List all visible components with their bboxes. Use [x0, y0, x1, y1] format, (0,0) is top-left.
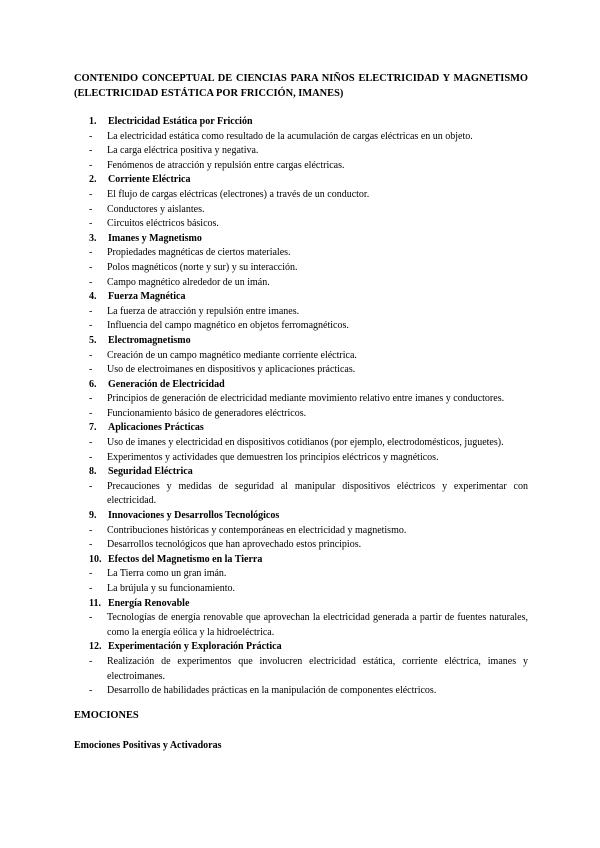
dash-bullet-icon: -	[89, 407, 93, 419]
section-heading-text: Efectos del Magnetismo en la Tierra	[108, 553, 263, 565]
list-item-text: Creación de un campo magnético mediante corriente eléctrica.	[107, 349, 357, 361]
dash-bullet-icon: -	[89, 320, 93, 332]
emotions-subheading: Emociones Positivas y Activadoras	[74, 739, 222, 751]
list-item	[74, 305, 528, 320]
list-item	[74, 451, 528, 466]
dash-bullet-icon: -	[89, 218, 93, 230]
section	[74, 553, 528, 597]
list-item-text: Uso de electroimanes en dispositivos y aplicaciones prácticas.	[107, 364, 356, 376]
section-heading	[89, 378, 528, 393]
list-item	[74, 217, 528, 232]
dash-bullet-icon: -	[89, 188, 93, 200]
list-item	[74, 538, 528, 553]
list-item-text: Fenómenos de atracción y repulsión entre cargas eléctricas.	[107, 159, 345, 171]
section-heading-text: Aplicaciones Prácticas	[108, 422, 204, 434]
section-number: 4.	[89, 291, 97, 303]
section-heading	[89, 421, 528, 436]
section-heading-text: Corriente Eléctrica	[108, 174, 191, 186]
dash-bullet-icon: -	[89, 261, 93, 273]
list-item-text: Desarrollo de habilidades prácticas en la manipulación de componentes eléctricos.	[107, 685, 437, 697]
section	[74, 290, 528, 334]
section-number: 8.	[89, 466, 97, 478]
dash-bullet-icon: -	[89, 437, 93, 449]
list-item-text: La electricidad estática como resultado de la acumulación de cargas eléctricas en un objeto.	[107, 130, 473, 142]
list-item	[74, 392, 528, 407]
list-item-text: Propiedades magnéticas de ciertos materiales.	[107, 247, 291, 259]
list-item-text: La fuerza de atracción y repulsión entre imanes.	[107, 305, 300, 317]
section	[74, 378, 528, 422]
section-heading-text: Imanes y Magnetismo	[108, 232, 202, 244]
list-item	[74, 203, 528, 218]
list-item-text: Polos magnéticos (norte y sur) y su interacción.	[107, 261, 298, 273]
section	[74, 173, 528, 231]
document-page	[74, 72, 528, 753]
section-heading	[89, 115, 528, 130]
section-heading-text: Experimentación y Exploración Práctica	[108, 641, 282, 653]
list-item	[74, 130, 528, 145]
section	[74, 115, 528, 173]
list-item	[74, 319, 528, 334]
section	[74, 232, 528, 290]
section-number: 2.	[89, 174, 97, 186]
list-item	[74, 684, 528, 699]
section-heading	[89, 334, 528, 349]
list-item	[74, 582, 528, 597]
section	[74, 640, 528, 698]
section-heading	[89, 640, 528, 655]
dash-bullet-icon: -	[89, 349, 93, 361]
section-number: 11.	[89, 597, 101, 609]
document-title: CONTENIDO CONCEPTUAL DE CIENCIAS PARA NIÑOS ELECTRICIDAD Y MAGNETISMO (ELECTRICIDAD ESTÁTICA POR FRICCIÓN, IMANES)	[74, 73, 528, 99]
section	[74, 597, 528, 641]
dash-bullet-icon: -	[89, 685, 93, 697]
section-heading	[89, 465, 528, 480]
list-item-text: Circuitos eléctricos básicos.	[107, 218, 219, 230]
list-item-text: La carga eléctrica positiva y negativa.	[107, 145, 259, 157]
dash-bullet-icon: -	[89, 451, 93, 463]
list-item-text: Influencia del campo magnético en objetos ferromagnéticos.	[107, 320, 349, 332]
sections-list	[74, 115, 528, 699]
emotions-heading: EMOCIONES	[74, 709, 139, 721]
list-item	[74, 480, 528, 509]
list-item	[74, 611, 528, 640]
dash-bullet-icon: -	[89, 130, 93, 142]
section-number: 9.	[89, 510, 97, 522]
list-item	[74, 349, 528, 364]
list-item-text: Desarrollos tecnológicos que han aprovechado estos principios.	[107, 539, 362, 551]
list-item-text: Contribuciones históricas y contemporáneas en electricidad y magnetismo.	[107, 524, 407, 536]
section-heading-text: Generación de Electricidad	[108, 378, 225, 390]
section-number: 12.	[89, 641, 102, 653]
dash-bullet-icon: -	[89, 145, 93, 157]
section-number: 10.	[89, 553, 102, 565]
dash-bullet-icon: -	[89, 524, 93, 536]
section-heading	[89, 509, 528, 524]
dash-bullet-icon: -	[89, 655, 93, 667]
section	[74, 465, 528, 509]
dash-bullet-icon: -	[89, 393, 93, 405]
list-item	[74, 436, 528, 451]
section	[74, 334, 528, 378]
list-item	[74, 261, 528, 276]
section-heading-text: Energía Renovable	[108, 597, 190, 609]
dash-bullet-icon: -	[89, 159, 93, 171]
list-item	[74, 159, 528, 174]
list-item-text: Realización de experimentos que involucren electricidad estática, corriente eléctrica, imanes y electroimanes.	[107, 655, 528, 682]
list-item	[74, 524, 528, 539]
list-item-text: Campo magnético alrededor de un imán.	[107, 276, 270, 288]
dash-bullet-icon: -	[89, 480, 93, 492]
list-item	[74, 363, 528, 378]
dash-bullet-icon: -	[89, 247, 93, 259]
section-number: 5.	[89, 334, 97, 346]
list-item-text: Funcionamiento básico de generadores eléctricos.	[107, 407, 307, 419]
list-item	[74, 276, 528, 291]
list-item-text: Experimentos y actividades que demuestren los principios eléctricos y magnéticos.	[107, 451, 439, 463]
section-heading-text: Fuerza Magnética	[108, 291, 186, 303]
section-heading	[89, 232, 528, 247]
dash-bullet-icon: -	[89, 539, 93, 551]
list-item	[74, 567, 528, 582]
dash-bullet-icon: -	[89, 305, 93, 317]
section-heading	[89, 290, 528, 305]
section	[74, 421, 528, 465]
section-heading-text: Electromagnetismo	[108, 334, 191, 346]
list-item	[74, 655, 528, 684]
section-number: 1.	[89, 116, 97, 127]
list-item-text: Conductores y aislantes.	[107, 203, 205, 215]
section-number: 3.	[89, 232, 97, 244]
list-item-text: La brújula y su funcionamiento.	[107, 583, 236, 594]
dash-bullet-icon: -	[89, 276, 93, 288]
list-item-text: La Tierra como un gran imán.	[107, 568, 227, 580]
section-heading	[89, 173, 528, 188]
section-heading	[89, 553, 528, 568]
list-item	[74, 188, 528, 203]
dash-bullet-icon: -	[89, 583, 93, 594]
section	[74, 509, 528, 553]
list-item	[74, 144, 528, 159]
list-item-text: Precauciones y medidas de seguridad al manipular dispositivos eléctricos y experimentar con electricidad.	[107, 480, 528, 507]
section-heading-text: Seguridad Eléctrica	[108, 466, 193, 478]
dash-bullet-icon: -	[89, 364, 93, 376]
list-item-text: Tecnologías de energía renovable que aprovechan la electricidad generada a partir de fuentes naturales, como la energía eólica y la hidroeléctrica.	[107, 612, 528, 638]
list-item	[74, 407, 528, 422]
section-heading-text: Electricidad Estática por Fricción	[108, 116, 253, 127]
section-heading-text: Innovaciones y Desarrollos Tecnológicos	[108, 510, 280, 522]
dash-bullet-icon: -	[89, 612, 93, 624]
list-item-text: Uso de imanes y electricidad en dispositivos cotidianos (por ejemplo, electrodomésticos, juguetes).	[107, 437, 504, 449]
list-item-text: Principios de generación de electricidad mediante movimiento relativo entre imanes y conductores.	[107, 393, 505, 405]
list-item	[74, 246, 528, 261]
section-number: 6.	[89, 378, 97, 390]
section-number: 7.	[89, 422, 97, 434]
section-heading	[89, 597, 528, 612]
list-item-text: El flujo de cargas eléctricas (electrones) a través de un conductor.	[107, 188, 370, 200]
dash-bullet-icon: -	[89, 203, 93, 215]
dash-bullet-icon: -	[89, 568, 93, 580]
